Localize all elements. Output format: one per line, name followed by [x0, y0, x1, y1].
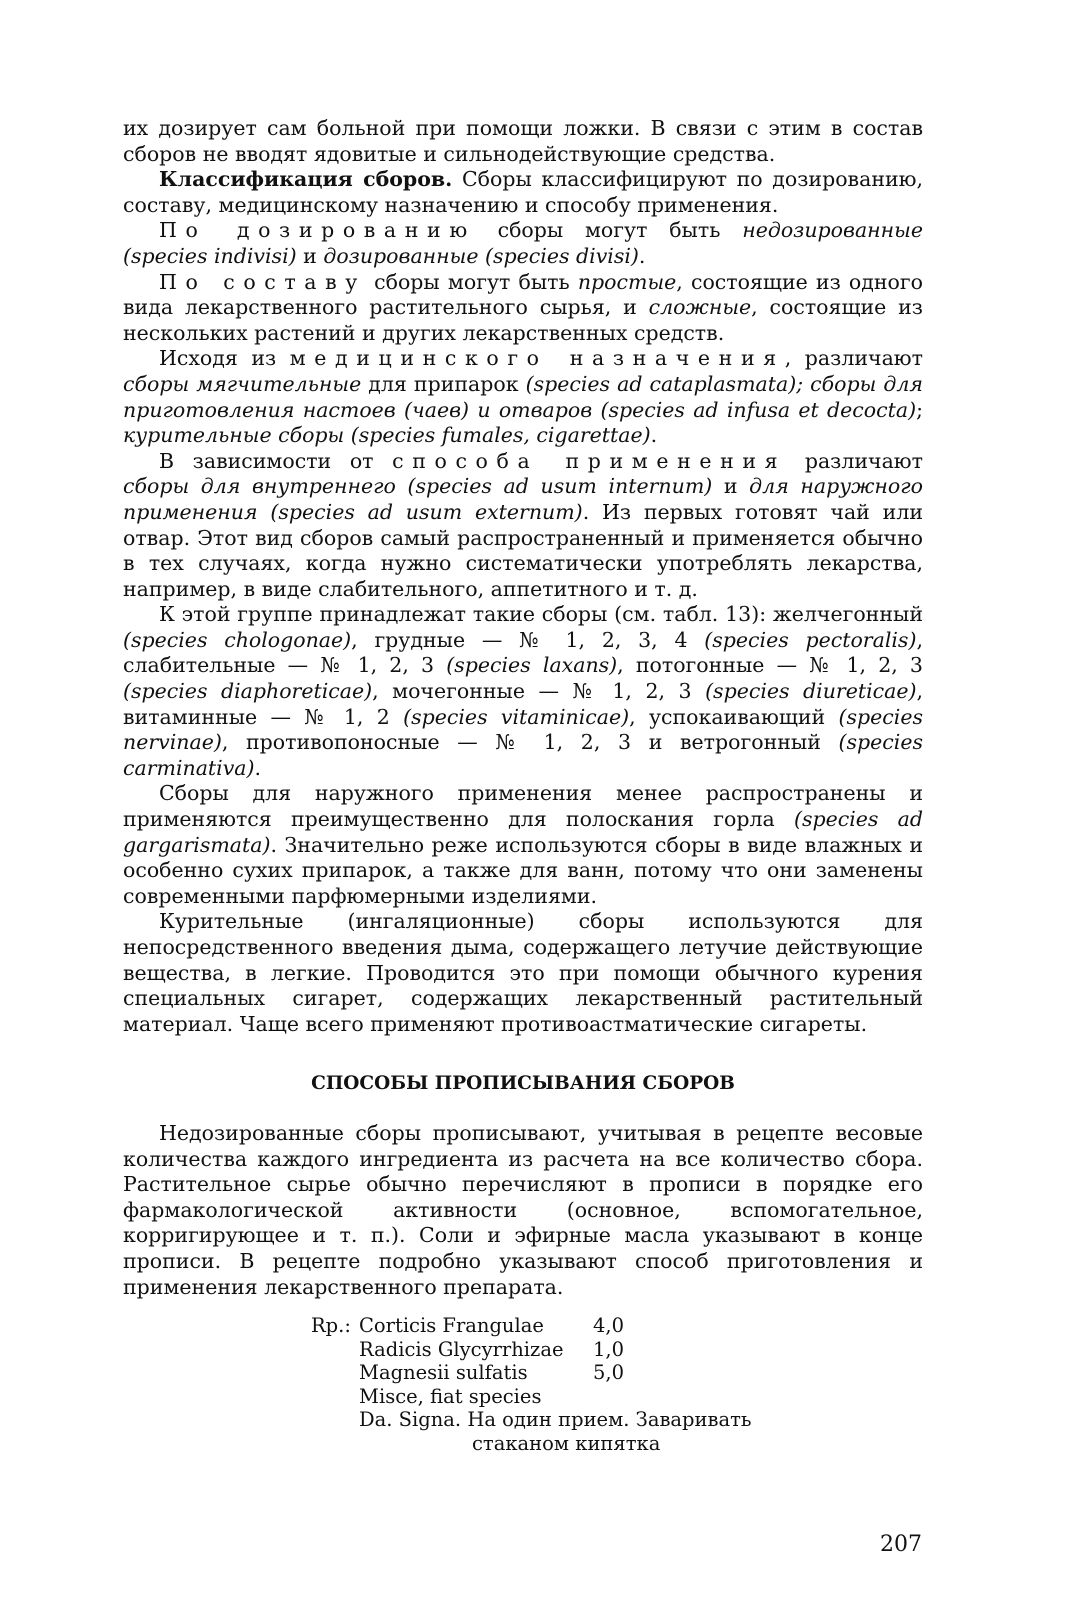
section-heading: СПОСОБЫ ПРОПИСЫВАНИЯ СБОРОВ	[311, 1073, 735, 1094]
italic-term: (species ad gargarismata)	[123, 807, 923, 857]
rp-label: Rp.:	[311, 1314, 351, 1337]
text-run: сборы могут быть	[475, 218, 743, 243]
text-run: , успокаивающий	[629, 704, 839, 729]
italic-term: (species carminativa)	[123, 730, 923, 780]
section-body	[123, 1121, 923, 1300]
text-run: , состоящие из одного вида лекарственного растительного сырья, и	[123, 269, 923, 320]
italic-term: простые	[577, 269, 677, 294]
italic-term: недозированные (species indivisi)	[123, 218, 923, 268]
text-run: К этой группе принадлежат такие сборы (см. табл. 13): желчегонный	[159, 602, 923, 627]
text-run: Сборы для наружного применения менее распространены и применяются преимущественно для полоскания горла	[123, 781, 923, 832]
ingredient-amount: 4,0	[593, 1314, 625, 1337]
ingredient-name: Corticis Frangulae	[359, 1314, 544, 1337]
paragraph: Недозированные сборы прописывают, учитывая в рецепте весовые количества каждого ингредиента из расчета на все количество сбора. Растительное сырье обычно перечисляют в прописи в порядке его фармакологической активности (основное, вспомогательное, корригирующее и т. п.). Соли и эфирные масла указывают в конце прописи. В рецепте подробно указывают способ приготовления и применения лекарственного препарата.	[123, 1121, 923, 1299]
italic-term: (species diaphoreticae)	[123, 679, 373, 704]
italic-term: (species diureticae)	[705, 679, 917, 704]
text-run: Исходя из	[159, 346, 290, 371]
paragraph	[123, 602, 923, 781]
prescription-row	[311, 1361, 752, 1385]
italic-term: (species vitaminicae)	[403, 704, 630, 729]
italic-term: для наружного применения (species ad usum externum)	[123, 474, 923, 524]
text-run: различают	[786, 448, 923, 473]
italic-term: (species chologonae)	[123, 627, 352, 652]
text-run: , витаминные — № 1, 2	[123, 679, 924, 729]
paragraph	[123, 781, 923, 909]
text-run: для припарок	[361, 371, 526, 396]
text-run: В зависимости от	[159, 448, 393, 473]
text-run: , грудные — № 1, 2, 3, 4	[351, 627, 705, 652]
italic-term: сборы для внутреннего (species ad usum internum)	[123, 474, 713, 499]
prescription-row	[311, 1385, 752, 1409]
body-text	[123, 116, 923, 1037]
text-run: , противопоносные — № 1, 2, 3 и ветрогонный	[221, 730, 839, 755]
ingredient-name: Magnesii sulfatis	[359, 1361, 528, 1385]
text-run: . Из первых готовят чай или отвар. Этот вид сборов самый распространенный и применяется обычно в тех случаях, когда нужно систематически употреблять лекарства, например, в виде слабительного, аппетитного и т. д.	[123, 499, 923, 601]
paragraph	[123, 218, 923, 269]
ingredient-name: Radicis Glycyrrhizae	[359, 1337, 564, 1361]
classification-heading: Классификация сборов.	[159, 167, 453, 192]
prescription-row	[311, 1338, 752, 1362]
text-run: .	[650, 423, 658, 448]
prescription-row	[311, 1408, 752, 1432]
prescription	[311, 1314, 752, 1456]
text-run: . Значительно реже используются сборы в виде влажных и особенно сухих припарок, а также для ванн, потому что они заменены современными парфюмерными изделиями.	[123, 832, 923, 908]
spaced-term: медицинского назначения	[289, 346, 785, 371]
text-run: и	[712, 474, 750, 499]
page-number: 207	[880, 1532, 922, 1557]
italic-term: (species pectoralis)	[704, 627, 917, 652]
paragraph: их дозирует сам больной при помощи ложки. В связи с этим в состав сборов не вводят ядовитые и сильнодействующие средства.	[123, 116, 923, 166]
misce-line: Misce, fiat species	[359, 1384, 542, 1408]
paragraph	[123, 270, 923, 347]
paragraph	[123, 346, 923, 448]
paragraph: Курительные (ингаляционные) сборы используются для непосредственного введения дыма, содержащего летучие действующие вещества, в легкие. Проводится это при помощи обычного курения специальных сигарет, содержащих лекарственный растительный материал. Чаще всего применяют противоастматические сигареты.	[123, 909, 923, 1036]
text-run: , различают	[784, 346, 923, 371]
text-run: ;	[916, 397, 923, 422]
text-run: .	[638, 243, 646, 268]
signa-continuation: стаканом кипятка	[472, 1431, 661, 1455]
ingredient-amount: 1,0	[593, 1337, 625, 1361]
paragraph	[123, 449, 923, 603]
text-run: и	[296, 243, 324, 268]
text-run: .	[254, 755, 262, 780]
text-run: , слабительные — № 1, 2, 3	[123, 627, 923, 678]
italic-term: курительные сборы (species fumales, cigarettae)	[123, 423, 651, 448]
spaced-term: способа применения	[392, 448, 787, 473]
italic-term: сборы мягчительные	[123, 371, 362, 396]
prescription-row	[311, 1432, 752, 1456]
italic-term: дозированные (species divisi)	[323, 243, 639, 268]
text-run: сборы могут быть	[365, 269, 578, 294]
text-run: , мочегонные — № 1, 2, 3	[372, 679, 706, 704]
italic-term: сложные	[648, 295, 752, 320]
italic-term: (species laxans)	[446, 653, 618, 678]
signa-line: Da. Signa. На один прием. Заваривать	[359, 1408, 752, 1432]
text-run: Сборы классифицируют по дозированию, составу, медицинскому назначению и способу применения.	[123, 167, 924, 217]
spaced-term: По дозированию	[159, 218, 476, 243]
text-run: , состоящие из нескольких растений и других лекарственных средств.	[123, 295, 923, 345]
paragraph	[123, 167, 923, 218]
italic-term: (species ad cataplasmata); сборы для приготовления настоев (чаев) и отваров (species ad infusa et decocta)	[123, 371, 923, 422]
spaced-term: По составу	[159, 269, 366, 294]
text-run: , потогонные — № 1, 2, 3	[617, 653, 923, 678]
ingredient-amount: 5,0	[593, 1361, 625, 1385]
prescription-row	[311, 1314, 752, 1338]
italic-term: (species nervinae)	[123, 704, 923, 755]
